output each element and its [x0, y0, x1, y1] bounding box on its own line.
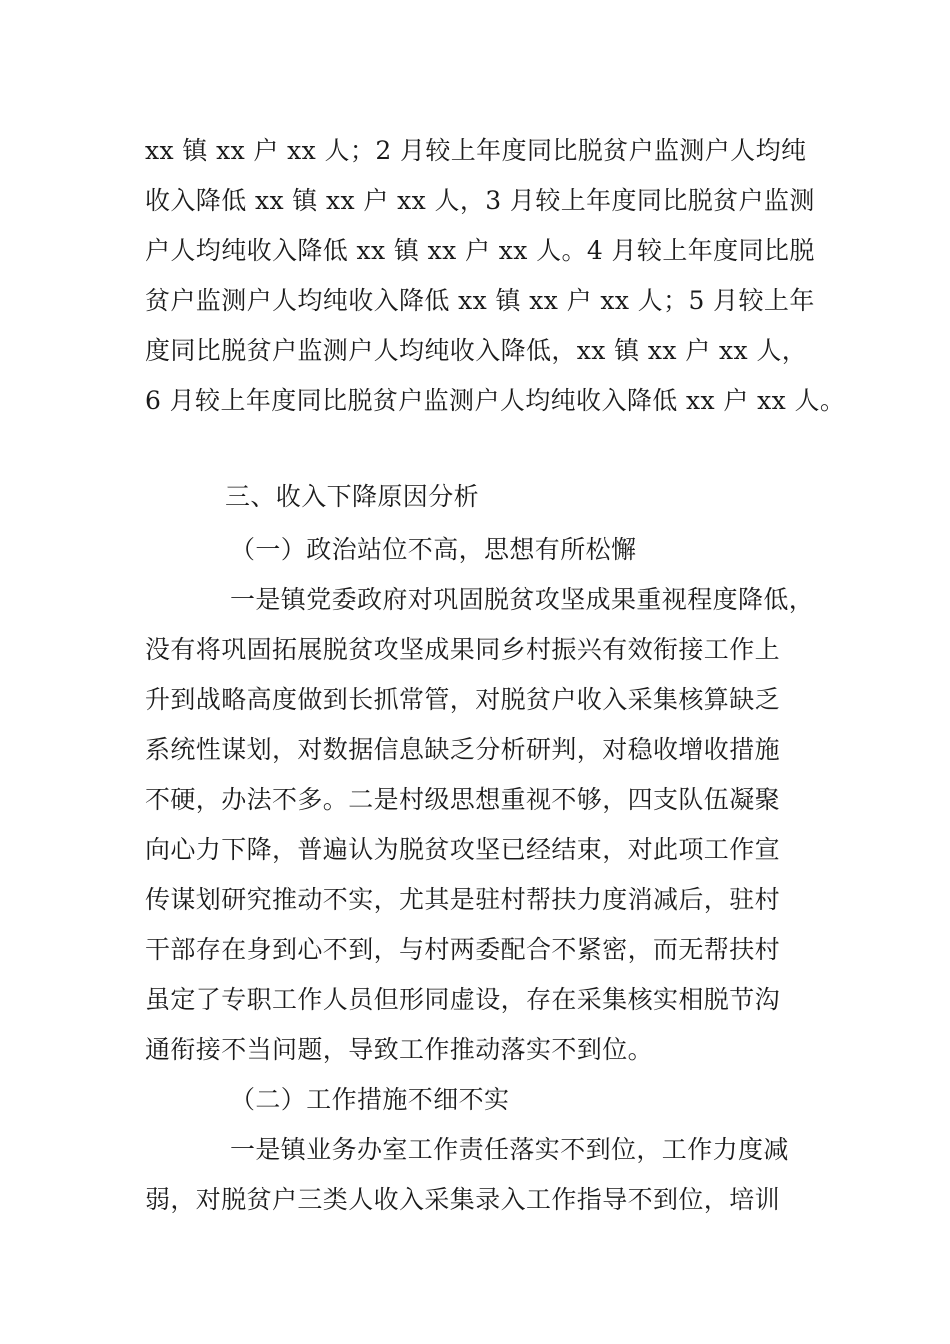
paragraph-line: 6 月较上年度同比脱贫户监测户人均纯收入降低 xx 户 xx 人。: [145, 386, 846, 415]
paragraph-line: 升到战略高度做到长抓常管，对脱贫户收入采集核算缺乏: [145, 685, 781, 714]
paragraph-line: 户人均纯收入降低 xx 镇 xx 户 xx 人。4 月较上年度同比脱: [145, 236, 815, 265]
paragraph-line: 系统性谋划，对数据信息缺乏分析研判，对稳收增收措施: [145, 735, 781, 764]
paragraph-line: 没有将巩固拓展脱贫攻坚成果同乡村振兴有效衔接工作上: [145, 635, 781, 664]
paragraph-line: 向心力下降，普遍认为脱贫攻坚已经结束，对此项工作宣: [145, 835, 781, 864]
paragraph-line: 收入降低 xx 镇 xx 户 xx 人，3 月较上年度同比脱贫户监测: [145, 186, 815, 215]
paragraph-line: 通衔接不当问题，导致工作推动落实不到位。: [145, 1035, 654, 1064]
subsection-heading-2: （二）工作措施不细不实: [230, 1085, 510, 1114]
paragraph-line: xx 镇 xx 户 xx 人；2 月较上年度同比脱贫户监测户人均纯: [145, 136, 807, 165]
subsection-heading-1: （一）政治站位不高，思想有所松懈: [230, 535, 637, 564]
paragraph-line: 一是镇业务办室工作责任落实不到位，工作力度减: [230, 1135, 789, 1164]
paragraph-line: 度同比脱贫户监测户人均纯收入降低，xx 镇 xx 户 xx 人，: [145, 336, 808, 365]
paragraph-line: 弱，对脱贫户三类人收入采集录入工作指导不到位，培训: [145, 1185, 781, 1214]
paragraph-line: 贫户监测户人均纯收入降低 xx 镇 xx 户 xx 人；5 月较上年: [145, 286, 815, 315]
paragraph-line: 传谋划研究推动不实，尤其是驻村帮扶力度消减后，驻村: [145, 885, 781, 914]
paragraph-line: 虽定了专职工作人员但形同虚设，存在采集核实相脱节沟: [145, 985, 781, 1014]
paragraph-line: 不硬，办法不多。二是村级思想重视不够，四支队伍凝聚: [145, 785, 781, 814]
paragraph-line: 干部存在身到心不到，与村两委配合不紧密，而无帮扶村: [145, 935, 781, 964]
section-heading: 三、收入下降原因分析: [225, 482, 480, 511]
paragraph-line: 一是镇党委政府对巩固脱贫攻坚成果重视程度降低，: [230, 585, 815, 614]
